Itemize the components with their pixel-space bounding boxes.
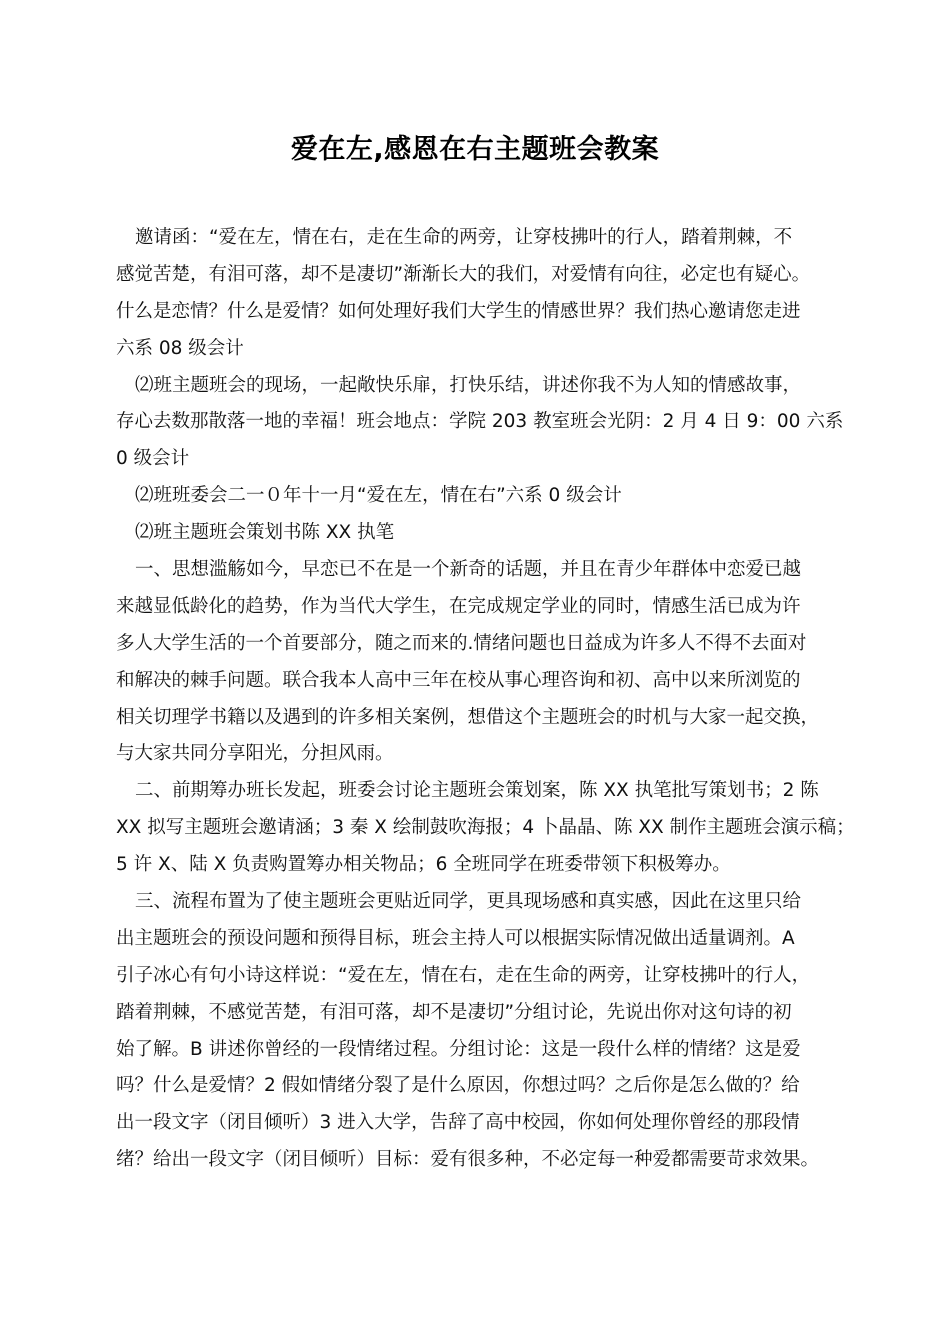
body-line: ⑵班班委会二一０年十一月“爱在左，情在右”六系 0 级会计 [135,485,622,507]
body-line: 出主题班会的预设问题和预得目标，班会主持人可以根据实际情况做出适量调剂。A [116,927,795,949]
body-line: XX 拟写主题班会邀请涵；3 秦 X 绘制鼓吹海报；4 卜晶晶、陈 XX 制作主题班会演示稿； [116,817,855,839]
body-line: 绪？给出一段文字（闭目倾听）目标：爱有很多种，不必定每一种爱都需要苛求效果。 [116,1149,820,1171]
body-line: ⑵班主题班会策划书陈 XX 执笔 [135,522,395,544]
body-line: 踏着荆棘，不感觉苦楚，有泪可落，却不是凄切”分组讨论，先说出你对这句诗的初 [116,1001,792,1023]
document-title: 爱在左,感恩在右主题班会教案 [290,134,660,165]
body-line: 什么是恋情？什么是爱情？如何处理好我们大学生的情感世界？我们热心邀请您走进 [116,300,801,322]
body-line: 出一段文字（闭目倾听）3 进入大学，告辞了高中校园，你如何处理你曾经的那段情 [116,1112,800,1134]
body-line: 多人大学生活的一个首要部分，随之而来的.情绪问题也日益成为许多人不得不去面对 [116,632,807,654]
body-line: 邀请函：“爱在左，情在右，走在生命的两旁，让穿枝拂叶的行人，踏着荆棘，不 [135,227,793,248]
document-body [116,220,856,1179]
body-line: 与大家共同分享阳光，分担风雨。 [116,743,394,765]
body-line: 0 级会计 [116,448,190,470]
body-line: ⑵班主题班会的现场，一起敞快乐扉，打快乐结，讲述你我不为人知的情感故事， [135,374,802,396]
body-line: 引子冰心有句小诗这样说：“爱在左，情在右，走在生命的两旁，让穿枝拂叶的行人， [116,964,811,986]
body-line: 三、流程布置为了使主题班会更贴近同学，更具现场感和真实感，因此在这里只给 [135,891,802,913]
body-line: 始了解。B 讲述你曾经的一段情绪过程。分组讨论：这是一段什么样的情绪？这是爱 [116,1038,801,1060]
body-line: 来越显低龄化的趋势，作为当代大学生，在完成规定学业的同时，情感生活已成为许 [116,595,801,617]
body-line: 一、思想滥觞如今，早恋已不在是一个新奇的话题，并且在青少年群体中恋爱已越 [135,559,802,581]
body-line: 吗？什么是爱情？2 假如情绪分裂了是什么原因，你想过吗？之后你是怎么做的？给 [116,1075,800,1097]
body-line: 存心去数那散落一地的幸福！班会地点：学院 203 教室班会光阴：2 月 4 日 9：00 六系 [116,411,844,433]
body-line: 和解决的棘手问题。联合我本人高中三年在校从事心理咨询和初、高中以来所浏览的 [116,669,801,691]
body-line: 相关切理学书籍以及遇到的许多相关案例，想借这个主题班会的时机与大家一起交换， [116,706,820,728]
body-line: 5 许 X、陆 X 负责购置筹办相关物品；6 全班同学在班委带领下积极筹办。 [116,854,731,876]
body-line: 感觉苦楚，有泪可落，却不是凄切”渐渐长大的我们，对爱情有向往，必定也有疑心。 [116,263,811,285]
body-line: 二、前期筹办班长发起，班委会讨论主题班会策划案，陈 XX 执笔批写策划书；2 陈 [135,780,819,802]
body-line: 六系 08 级会计 [116,337,244,359]
